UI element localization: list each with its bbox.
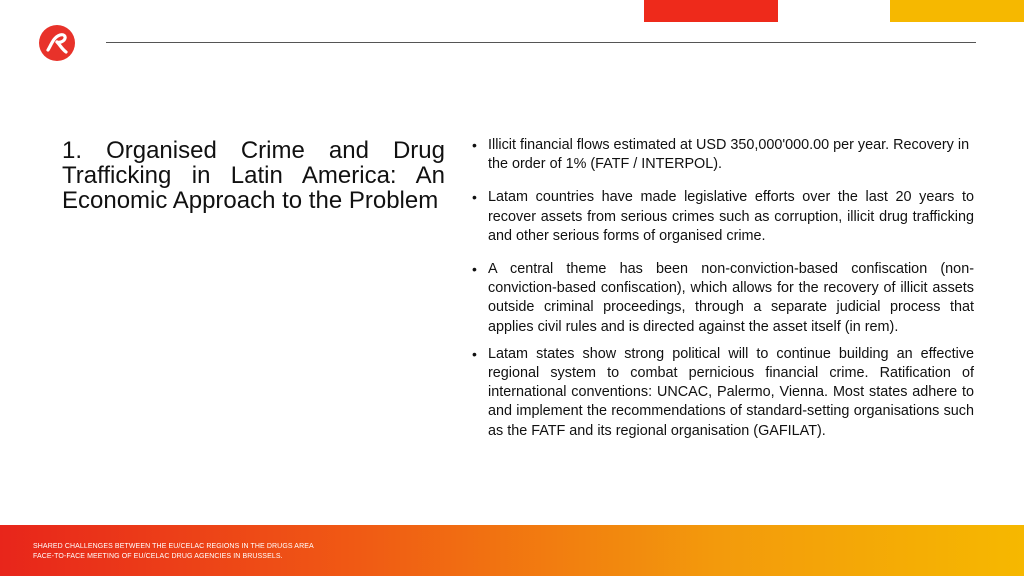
top-accent-yellow-bar <box>890 0 1024 22</box>
top-accent-red-bar <box>644 0 778 22</box>
bullet-dot-icon: • <box>472 345 477 362</box>
bullet-dot-icon: • <box>472 189 477 206</box>
bullet-text: Illicit financial flows estimated at USD 350,000'000.00 per year. Recovery in the order of 1% (FATF / INTERPOL). <box>488 137 970 173</box>
bullet-dot-icon: • <box>472 137 477 153</box>
bullet-dot-icon: • <box>472 261 477 278</box>
brand-logo-icon <box>39 25 75 61</box>
bullet-text: Latam countries have made legislative efforts over the last 20 years to recover assets from serious crimes such as corruption, illicit drug trafficking and other serious forms of organised crime. <box>488 189 974 244</box>
bullet-item <box>472 345 974 441</box>
footer-line-2: FACE-TO-FACE MEETING OF EU/CELAC DRUG AGENCIES IN BRUSSELS. <box>33 553 283 560</box>
bullet-text: Latam states show strong political will to continue building an effective regional system to combat pernicious financial crime. Ratification of international conventions: UNCAC, Palermo, Vienna. Most states adhere to and implement the recommendations of standard-setting organisations such as the FATF and its regional organisation (GAFILAT). <box>488 345 974 439</box>
bullet-list <box>472 136 974 441</box>
bullet-text: A central theme has been non-conviction-based confiscation (non-conviction-based confiscation), which allows for the recovery of illicit assets outside criminal proceedings, through a separate judicial process that applies civil rules and is directed against the asset itself (in rem). <box>488 261 974 335</box>
footer-line-1: SHARED CHALLENGES BETWEEN THE EU/CELAC REGIONS IN THE DRUGS AREA <box>33 543 314 550</box>
footer-bar <box>0 525 1024 576</box>
bullet-item <box>472 188 974 246</box>
bullet-item <box>472 136 974 174</box>
bullet-item <box>472 260 974 337</box>
header-divider <box>106 42 976 43</box>
slide-title: 1. Organised Crime and Drug Trafficking in Latin America: An Economic Approach to the Problem <box>62 137 445 214</box>
